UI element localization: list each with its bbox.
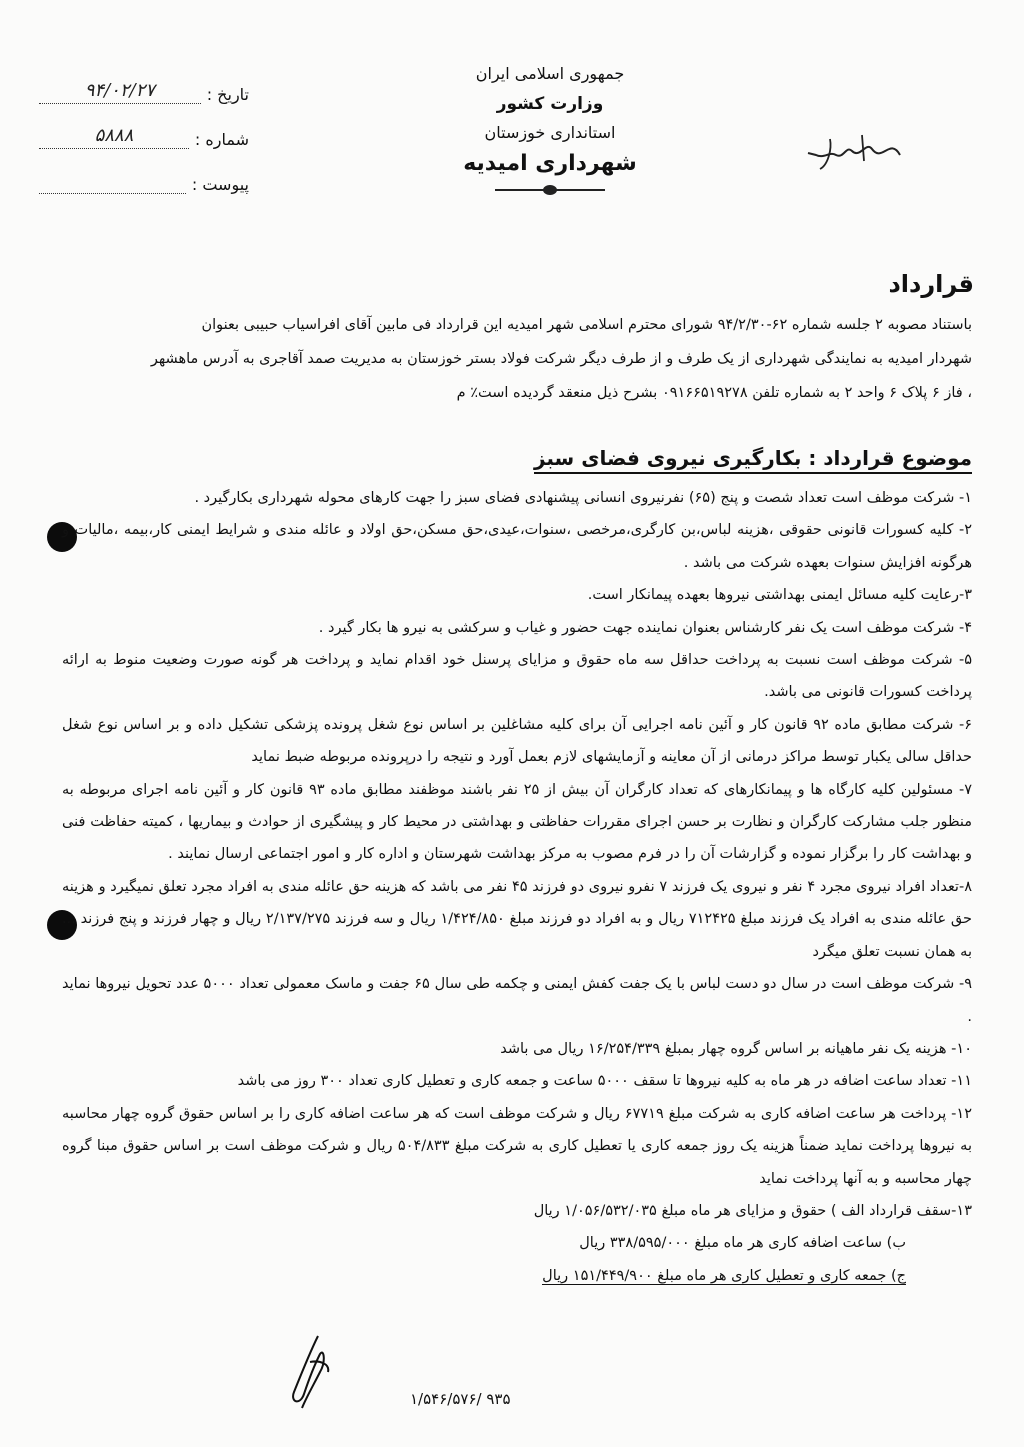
number-value: ۵۸۸۸ (39, 125, 189, 149)
contract-subject: موضوع قرارداد : بکارگیری نیروی فضای سبز (534, 446, 972, 474)
republic-name: جمهوری اسلامی ایران (475, 64, 625, 83)
bismillah-handwriting-icon (800, 125, 910, 175)
clause-item: ۶- شرکت مطابق ماده ۹۲ قانون کار و آئین نامه اجرایی آن برای کلیه مشاغلین بر اساس نوع شغل پرونده پزشکی تشکیل داده و بر اساس نوع شغل حداقل سالی یکبار توسط مراکز درمانی از آن معاینه و آزمایشهای لازم بعمل آورد و نتیجه را درپرونده مربوطه ضبط نماید (62, 716, 973, 766)
date-row (39, 76, 249, 104)
intro-line: شهردار امیدیه به نمایندگی شهرداری از یک طرف و از طرف دیگر شرکت فولاد بستر خوزستان به مدیریت صمد آقاجری به آدرس ماهشهر (150, 351, 972, 367)
intro-line: ، فاز ۶ پلاک ۶ واحد ۲ به شماره تلفن ۰۹۱۶۶۵۱۹۲۷۸ بشرح ذیل منعقد گردیده است٪ م (456, 385, 972, 401)
attachment-label: پیوست : (191, 175, 249, 194)
document-title: قرارداد (888, 270, 974, 298)
ornament-divider (495, 185, 605, 195)
attachment-row (39, 166, 249, 194)
date-label: تاریخ : (206, 85, 249, 104)
clause-item: ۲- کلیه کسورات قانونی حقوقی ،هزینه لباس،بن کارگری،مرخصی ،سنوات،عیدی،حق مسکن،حق اولاد و عائله مندی و شرایط ایمنی کار،بیمه ،مالیات و هرگونه افزایش سنوات بعهده شرکت می باشد . (62, 522, 972, 571)
clause-item: ۳-رعایت کلیه مسائل ایمنی بهداشتی نیروها بعهده پیمانکار است. (587, 587, 972, 604)
date-value: ۹۴/۰۲/۲۷ (39, 80, 201, 104)
clause-item: ۵- شرکت موظف است نسبت به پرداخت حداقل سه ماه حقوق و مزایای پرسنل خود اقدام نماید و پرداخت هر گونه صورت وضعیت منوط به ارائه پرداخت کسورات قانونی می باشد. (62, 652, 972, 701)
number-row (39, 121, 249, 149)
clause-13-b: ب) ساعت اضافه کاری هر ماه مبلغ ۳۳۸/۵۹۵/۰۰۰ ریال (579, 1235, 906, 1252)
clause-item: ۸-تعداد افراد نیروی مجرد ۴ نفر و نیروی یک فرزند ۷ نفرو نیروی دو فرزند ۴۵ نفر می باشد که هزینه حق عائله مندی به افراد مجرد تعلق نمیگیرد و هزینه حق عائله مندی به افراد یک فرزند مبلغ ۷۱۲۴۲۵ ریال و به افراد دو فرزند مبلغ ۱/۴۲۴/۸۵۰ ریال و سه فرزند ۲/۱۳۷/۲۷۵ ریال و چهار فرزند و پنج فرزند ... به همان نسبت تعلق میگرد (62, 878, 972, 960)
clause-13-c-text: ج) جمعه کاری و تعطیل کاری هر ماه مبلغ ۱۵۱/۴۴۹/۹۰۰ ریال (542, 1267, 906, 1284)
clause-13-c (62, 1260, 972, 1292)
clause-item: ۴- شرکت موظف است یک نفر کارشناس بعنوان نماینده جهت حضور و غیاب و سرکشی به نیرو ها بکار گیرد . (318, 619, 972, 636)
contract-total: ۱/۵۴۶/۵۷۶/ ۹۳۵ (410, 1390, 511, 1408)
intro-paragraph (62, 308, 972, 410)
clause-item: ۹- شرکت موظف است در سال دو دست لباس با یک جفت کفش ایمنی و چکمه طی سال ۶۵ جفت و ماسک معمولی تعداد ۵۰۰۰ عدد تحویل نیروها نماید . (62, 976, 972, 1025)
clauses-list (62, 482, 972, 1292)
clause-item: ۱۰- هزینه یک نفر ماهیانه بر اساس گروه چهار بمبلغ ۱۶/۲۵۴/۳۳۹ ریال می باشد (500, 1040, 972, 1057)
letterhead (430, 66, 670, 195)
ministry-name: وزارت کشور (496, 94, 604, 114)
intro-line: باستناد مصوبه ۲ جلسه شماره ۶۲-۹۴/۲/۳۰ شورای محترم اسلامی شهر امیدیه این قرارداد فی مابین آقای افراسیاب حبیبی بعنوان (201, 317, 972, 333)
clause-item: ۱- شرکت موظف است تعداد شصت و پنج (۶۵) نفرنیروی انسانی پیشنهادی فضای سبز را جهت کارهای محوله شهرداری بکارگیرد . (194, 490, 972, 506)
clause-item: ۱۲- پرداخت هر ساعت اضافه کاری به شرکت مبلغ ۶۷۷۱۹ ریال و شرکت موظف است که هر ساعت اضافه کاری را بر اساس حقوق گروه چهار محاسبه به نیروها پرداخت نماید ضمناً هزینه یک روز جمعه کاری یا تعطیل کاری به شرکت مبلغ ۵۰۴/۸۳۳ ریال و شرکت موظف است بر اساس حقوق مبنا گروه چهار محاسبه و به آنها پرداخت نماید (62, 1105, 972, 1187)
clause-item: ۱۱- تعداد ساعت اضافه در هر ماه به کلیه نیروها تا سقف ۵۰۰۰ ساعت و جمعه کاری و تعطیل کاری تعداد ۳۰۰ روز می باشد (237, 1073, 972, 1090)
letter-meta (39, 76, 249, 211)
signature-icon (280, 1332, 340, 1412)
municipality-name: شهرداری امیدیه (463, 151, 637, 176)
clause-item: ۷- مسئولین کلیه کارگاه ها و پیمانکارهای که تعداد کارگران آن بیش از ۲۵ نفر باشند موظفند مطابق ماده ۹۳ قانون کار و آئین نامه اجرای مربوطه به منظور جلب مشارکت کارگران و نظارت بر حسن اجرای مقررات حفاظتی و بهداشتی در محیط کار و پیشگیری از حوادث و بیماریها ، کمیته حفاظت فنی و بهداشت کار را برگزار نموده و گزارشات آن را در فرم مصوب به مرکز بهداشت شهرستان و اداره کار و امور اجتماعی ارسال نمایند . (62, 781, 972, 863)
attachment-value (39, 191, 186, 194)
clause-item: ۱۳-سقف قرارداد الف ) حقوق و مزایای هر ماه مبلغ ۱/۰۵۶/۵۳۲/۰۳۵ ریال (533, 1202, 972, 1219)
governorate-name: استانداری خوزستان (484, 123, 616, 142)
number-label: شماره : (194, 130, 249, 149)
